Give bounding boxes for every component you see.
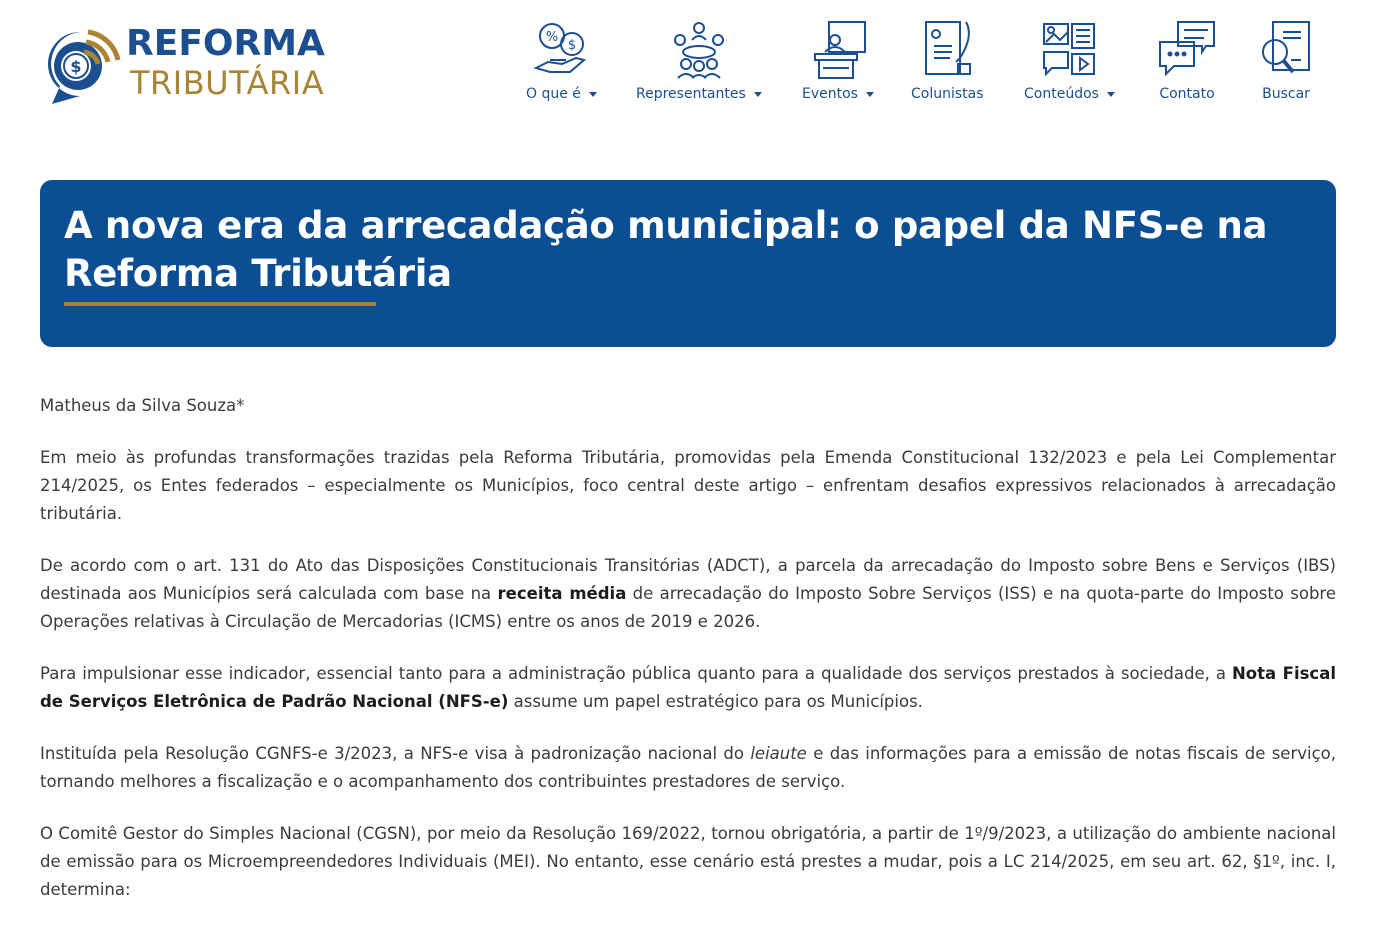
speaker-podium-icon [807, 18, 869, 80]
nav-item-eventos[interactable] [802, 18, 874, 102]
logo-text-primary: REFORMA [126, 23, 325, 64]
search-document-icon [1255, 18, 1317, 80]
paragraph: Em meio às profundas transformações trazidas pela Reforma Tributária, promovidas pela Emenda Constitucional 132/2023 e pela Lei Complementar 214/2025, os Entes federados – especialmente os Municípios, foco central deste artigo – enfrentam desafios expressivos relacionados à arrecadação tributária. [40, 448, 1336, 523]
caret-down-icon [866, 92, 874, 97]
text: De acordo com o art. 131 do Ato das Disposições Constitucionais Transitórias (ADCT), a parcela da arrecadação do Imposto sobre Bens e Serviços (IBS) destinada aos Municípios será calculada com base na [40, 556, 1336, 603]
article-author: Matheus da Silva Souza* [40, 396, 245, 415]
svg-text:$: $ [568, 38, 577, 53]
nav-label: Colunistas [911, 86, 984, 102]
bold-text: Nota Fiscal de Serviços Eletrônica de Padrão Nacional (NFS-e) [40, 664, 1337, 711]
logo-mark-icon [38, 22, 122, 106]
bold-text: receita média [497, 584, 627, 603]
text: de arrecadação do Imposto Sobre Serviços (ISS) e na quota-parte do Imposto sobre Operações relativas à Circulação de Mercadorias (ICMS) entre os anos de 2019 e 2026. [40, 584, 1336, 631]
site-header [0, 0, 1383, 130]
nav-item-representantes[interactable] [636, 18, 762, 102]
svg-text:%: % [546, 30, 559, 45]
nav-label: Representantes [636, 86, 746, 102]
text: e das informações para a emissão de notas fiscais de serviço, tornando melhores a fiscalização e o acompanhamento dos contribuintes prestadores de serviço. [40, 744, 1336, 791]
document-quill-icon [916, 18, 978, 80]
nav-label: Contato [1159, 86, 1215, 102]
caret-down-icon [1107, 92, 1115, 97]
text: assume um papel estratégico para os Municípios. [508, 692, 923, 711]
caret-down-icon [589, 92, 597, 97]
title-underline [64, 302, 376, 306]
caret-down-icon [754, 92, 762, 97]
paragraph: O Comitê Gestor do Simples Nacional (CGSN), por meio da Resolução 169/2022, tornou obrigatória, a partir de 1º/9/2023, a utilização do ambiente nacional de emissão para os Microempreendedores Individuais (MEI). No entanto, esse cenário está prestes a mudar, pois a LC 214/2025, em seu art. 62, §1º, inc. I, determina: [40, 824, 1336, 899]
nav-label: O que é [526, 86, 581, 102]
site-logo[interactable] [38, 20, 358, 110]
nav-item-o-que-e[interactable] [526, 18, 597, 102]
article-title-banner [40, 180, 1336, 347]
article-body [40, 392, 1336, 928]
text: Instituída pela Resolução CGNFS-e 3/2023, a NFS-e visa à padronização nacional do [40, 744, 751, 763]
article-title: A nova era da arrecadação municipal: o papel da NFS-e na Reforma Tributária [64, 204, 1268, 295]
paragraph [40, 660, 1336, 716]
text: Para impulsionar esse indicador, essencial tanto para a administração pública quanto para a qualidade dos serviços prestados à sociedade, a [40, 664, 1232, 683]
italic-text: leiaute [750, 744, 807, 763]
nav-label: Buscar [1262, 86, 1310, 102]
media-content-icon [1038, 18, 1100, 80]
paragraph [40, 552, 1336, 636]
svg-text:$: $ [70, 57, 82, 76]
nav-item-contato[interactable] [1156, 18, 1218, 102]
nav-label: Eventos [802, 86, 858, 102]
meeting-people-icon [668, 18, 730, 80]
nav-label: Conteúdos [1024, 86, 1099, 102]
paragraph [40, 740, 1336, 796]
logo-text-secondary: TRIBUTÁRIA [130, 64, 325, 102]
money-hand-icon [530, 18, 592, 80]
nav-item-colunistas[interactable] [911, 18, 984, 102]
chat-bubbles-icon [1156, 18, 1218, 80]
nav-item-buscar[interactable] [1255, 18, 1317, 102]
nav-item-conteudos[interactable] [1024, 18, 1115, 102]
